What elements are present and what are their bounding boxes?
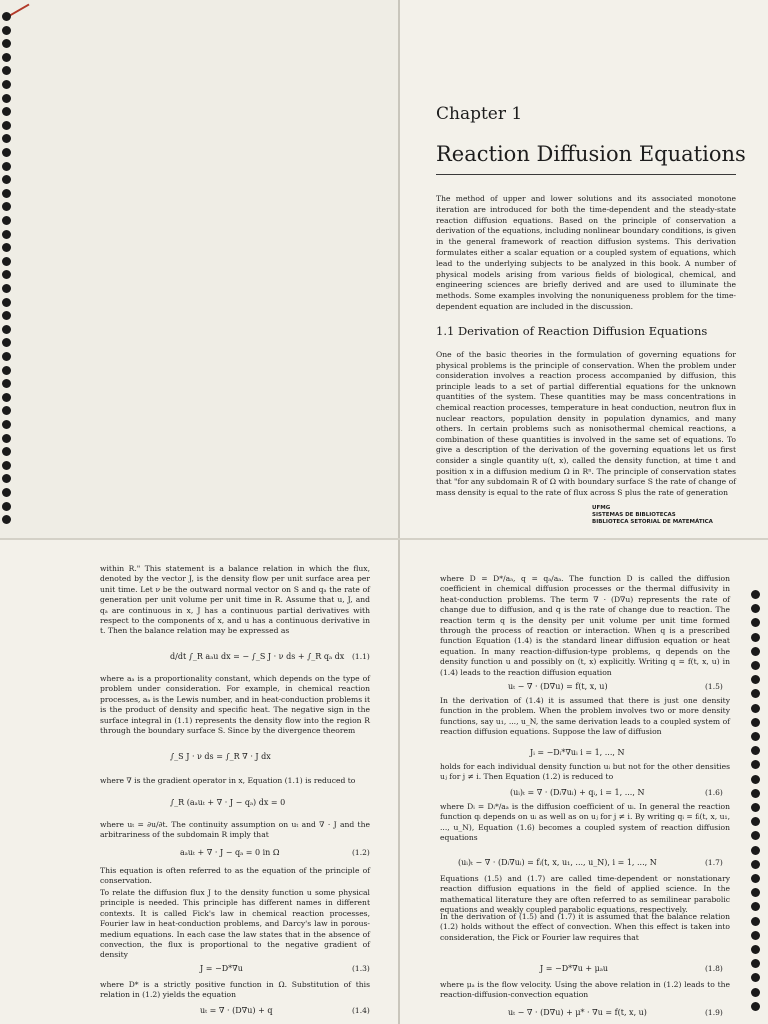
equation-1-1: d/dt ∫_R aₐu dx = − ∫_S J · ν ds + ∫_R qₐ dx	[170, 652, 345, 661]
binding-hole	[751, 732, 760, 741]
equation-fick-system: Jᵢ = −Dᵢ*∇uᵢ i = 1, ..., N	[530, 748, 625, 757]
binding-hole	[751, 604, 760, 613]
page-separator	[0, 538, 768, 540]
equation-1-2: aₐuₜ + ∇ · J − qₐ = 0 in Ω	[180, 848, 280, 857]
binding-hole	[2, 488, 11, 497]
equation-number: (1.7)	[705, 858, 723, 867]
paragraph: where ∇ is the gradient operator in x, Equation (1.1) is reduced to	[100, 776, 356, 785]
binding-hole	[2, 366, 11, 375]
equation-number: (1.1)	[352, 652, 370, 661]
binding-hole	[2, 202, 11, 211]
stamp-line: BIBLIOTECA SETORIAL DE MATEMÁTICA	[592, 519, 713, 525]
section-body: One of the basic theories in the formulation of governing equations for physical problems is the principle of conservation. When the problem under consideration involves a reaction process accompanied by diffusion, this principle leads to a set of partial differential equations for the unknown quantities of the system. These quantities may be mass concentrations in chemical reaction processes, temperature in heat conduction, neutron flux in nuclear reactors, population density in population dynamics, and many others. In certain problems such as nonisothermal chemical reactions, a combination of these quantities is involved in the same set of equations. To give a description of the derivation of the governing equations let us first consider a single quantity u(t, x), called the density function, at time t and position x in a diffusion medium Ω in Rⁿ. The principle of conservation states that "for any subdomain R of Ω with boundary surface S the rate of change of mass density is equal to the rate of flux across S plus the rate of generation	[436, 350, 736, 497]
paragraph: To relate the diffusion flux J to the density function u some physical principle is needed. This principle has different names in different contexts. It is called Fick's law in chemical reaction processes, Fourier law in heat-conduction problems, and Darcy's law in porous-medium equations. In each case the law states that in the absence of convection, the flux is proportional to the negative gradient of density	[100, 888, 370, 960]
binding-hole	[751, 945, 760, 954]
binding-hole	[751, 789, 760, 798]
paragraph: where D = D*/aₐ, q = qₐ/aₐ. The function D is called the diffusion coefficient in chemical diffusion processes or the thermal diffusivity in heat-conduction problems. The term ∇ · (D∇u) represents the rate of change due to diffusion, and q is the rate of change due to reaction. The reaction term q is the density per unit volume per unit time formed through the process of reaction or interaction. When q is a prescribed function Equation (1.4) is the standard linear diffusion equation or heat equation. In many reaction-diffusion-type problems, q depends on the density function u and possibly on (t, x) explicitly. Writing q = f(t, x, u) in (1.4) leads to the reaction diffusion equation	[440, 574, 730, 677]
binding-hole	[2, 298, 11, 307]
binding-hole	[2, 352, 11, 361]
title-rule	[436, 174, 736, 175]
paragraph: This equation is often referred to as the equation of the principle of conservation.	[100, 866, 370, 886]
equation-number: (1.3)	[352, 964, 370, 973]
binding-hole	[2, 94, 11, 103]
binding-hole	[751, 618, 760, 627]
equation-1-6: (uᵢ)ₜ = ∇ · (Dᵢ∇uᵢ) + qᵢ, i = 1, ..., N	[510, 788, 645, 797]
binding-hole	[2, 284, 11, 293]
equation-number: (1.9)	[705, 1008, 723, 1017]
binding-hole	[2, 502, 11, 511]
paragraph: within R." This statement is a balance relation in which the flux, denoted by the vector J, is the density flow per unit surface area per unit time. Let ν be the outward normal vector on S and qₐ the rate of generation per unit volume per unit time in R. Assume that u, J, and qₐ are continuous in x, J has a continuous partial derivatives with respect to the components of x, and u has a continuous derivative in t. Then the balance relation may be expressed as	[100, 564, 370, 636]
chapter-label: Chapter 1	[436, 104, 523, 124]
spiral-binding-right	[748, 590, 764, 1020]
chapter-abstract: The method of upper and lower solutions and its associated monotone iteration are introduced for both the time-dependent and the steady-state reaction diffusion equations. Based on the principle of conservation a derivation of the equations, including nonlinear boundary conditions, is given in the general framework of reaction diffusion systems. This derivation formulates either a scalar equation or a coupled system of equations, which lead to the underlying subjects to be analyzed in this book. A number of physical models arising from various fields of biological, chemical, and engineering sciences are briefly derived and are used to illuminate the methods. Some examples involving the nonuniqueness problem for the time-dependent equation are included in the discussion.	[436, 194, 736, 311]
binding-hole	[2, 379, 11, 388]
equation-reduced: ∫_R (aₐuₜ + ∇ · J − qₐ) dx = 0	[170, 798, 286, 807]
paragraph: where μₐ is the flow velocity. Using the above relation in (1.2) leads to the reaction-diffusion-convection equation	[440, 980, 730, 1000]
equation-1-8: J = −D*∇u + μₐu	[540, 964, 609, 973]
binding-hole	[2, 257, 11, 266]
binding-hole	[751, 689, 760, 698]
binding-hole	[751, 846, 760, 855]
binding-hole	[751, 775, 760, 784]
binding-hole	[2, 175, 11, 184]
binding-hole	[2, 162, 11, 171]
binding-hole	[751, 817, 760, 826]
binding-hole	[751, 988, 760, 997]
binding-hole	[751, 973, 760, 982]
binding-hole	[2, 434, 11, 443]
equation-number: (1.2)	[352, 848, 370, 857]
library-stamp	[592, 505, 713, 526]
page-left-derivation	[0, 540, 400, 1024]
equation-1-3: J = −D*∇u	[200, 964, 243, 973]
binding-hole	[751, 888, 760, 897]
binding-hole	[2, 325, 11, 334]
paragraph: In the derivation of (1.5) and (1.7) it is assumed that the balance relation (1.2) holds without the effect of convection. When this effect is taken into consideration, the Fick or Fourier law requires that	[440, 912, 730, 942]
binding-hole	[751, 959, 760, 968]
spiral-binding-left	[0, 0, 14, 540]
binding-hole	[2, 393, 11, 402]
equation-divergence: ∫_S J · ν ds = ∫_R ∇ · J dx	[170, 752, 271, 761]
equation-number: (1.8)	[705, 964, 723, 973]
binding-hole	[2, 447, 11, 456]
binding-hole	[751, 760, 760, 769]
binding-hole	[751, 803, 760, 812]
binding-hole	[2, 53, 11, 62]
stamp-line: UFMG	[592, 505, 611, 511]
binding-hole	[751, 746, 760, 755]
page-gutter	[398, 0, 400, 1024]
equation-number: (1.5)	[705, 682, 723, 691]
binding-hole	[2, 338, 11, 347]
binding-hole	[2, 461, 11, 470]
paragraph: where aₐ is a proportionality constant, which depends on the type of problem under consideration. For example, in chemical reaction processes, aₐ is the Lewis number, and in heat-conduction problems it is the product of density and specific heat. The negative sign in the surface integral in (1.1) represents the density flow into the region R through the boundary surface S. Since by the divergence theorem	[100, 674, 370, 736]
section-heading: 1.1 Derivation of Reaction Diffusion Equations	[436, 324, 708, 338]
binding-hole	[751, 704, 760, 713]
binding-hole	[751, 1002, 760, 1011]
binding-hole	[751, 874, 760, 883]
chapter-opening-page	[400, 0, 768, 540]
binding-hole	[751, 718, 760, 727]
paragraph: holds for each individual density function uᵢ but not for the other densities uⱼ for j ≠ i. Then Equation (1.2) is reduced to	[440, 762, 730, 782]
chapter-title: Reaction Diffusion Equations	[436, 142, 746, 166]
equation-number: (1.4)	[352, 1006, 370, 1015]
binding-hole	[2, 134, 11, 143]
binding-hole	[2, 420, 11, 429]
equation-1-7: (uᵢ)ₜ − ∇ · (Dᵢ∇uᵢ) = fᵢ(t, x, u₁, ..., u_N), i = 1, ..., N	[458, 858, 657, 867]
binding-hole	[2, 148, 11, 157]
paragraph: where D* is a strictly positive function in Ω. Substitution of this relation in (1.2) yields the equation	[100, 980, 370, 1000]
binding-hole	[2, 515, 11, 524]
binding-hole	[751, 860, 760, 869]
binding-hole	[751, 831, 760, 840]
binding-hole	[2, 189, 11, 198]
binding-hole	[2, 230, 11, 239]
binding-hole	[2, 107, 11, 116]
binding-hole	[2, 243, 11, 252]
binding-hole	[751, 590, 760, 599]
binding-hole	[2, 26, 11, 35]
binding-hole	[751, 917, 760, 926]
binding-hole	[751, 647, 760, 656]
binding-hole	[2, 406, 11, 415]
paragraph: where Dᵢ = Dᵢ*/aₐ is the diffusion coefficient of uᵢ. In general the reaction function qᵢ depends on uᵢ as well as on uⱼ for j ≠ i. By writing qᵢ = fᵢ(t, x, u₁, ..., u_N), Equation (1.6) becomes a coupled system of reaction diffusion equations	[440, 802, 730, 843]
binding-hole	[751, 931, 760, 940]
binding-hole	[2, 311, 11, 320]
binding-hole	[2, 270, 11, 279]
binding-hole	[2, 39, 11, 48]
binding-hole	[2, 216, 11, 225]
blank-left-page	[0, 0, 400, 540]
paragraph: Equations (1.5) and (1.7) are called time-dependent or nonstationary reaction diffusion equations in the field of applied science. In the mathematical literature they are often referred to as semilinear parabolic equations and weakly coupled parabolic equations, respectively.	[440, 874, 730, 915]
binding-hole	[751, 675, 760, 684]
equation-number: (1.6)	[705, 788, 723, 797]
binding-hole	[751, 902, 760, 911]
binding-hole	[751, 661, 760, 670]
binding-hole	[2, 12, 11, 21]
paragraph: where uₜ = ∂u/∂t. The continuity assumption on uₜ and ∇ · J and the arbitrariness of the subdomain R imply that	[100, 820, 370, 840]
binding-hole	[2, 474, 11, 483]
binding-hole	[2, 66, 11, 75]
paragraph: In the derivation of (1.4) it is assumed that there is just one density function in the problem. When the problem involves two or more density functions, say u₁, ..., u_N, the same derivation leads to a coupled system of reaction diffusion equations. Suppose the law of diffusion	[440, 696, 730, 737]
equation-1-4: uₜ = ∇ · (D∇u) + q	[200, 1006, 273, 1015]
equation-1-9: uₜ − ∇ · (D∇u) + μ* · ∇u = f(t, x, u)	[508, 1008, 647, 1017]
binding-hole	[2, 80, 11, 89]
page-right-derivation	[400, 540, 768, 1024]
equation-1-5: uₜ − ∇ · (D∇u) = f(t, x, u)	[508, 682, 608, 691]
stamp-line: SISTEMAS DE BIBLIOTECAS	[592, 512, 676, 518]
binding-hole	[2, 121, 11, 130]
binding-hole	[751, 633, 760, 642]
